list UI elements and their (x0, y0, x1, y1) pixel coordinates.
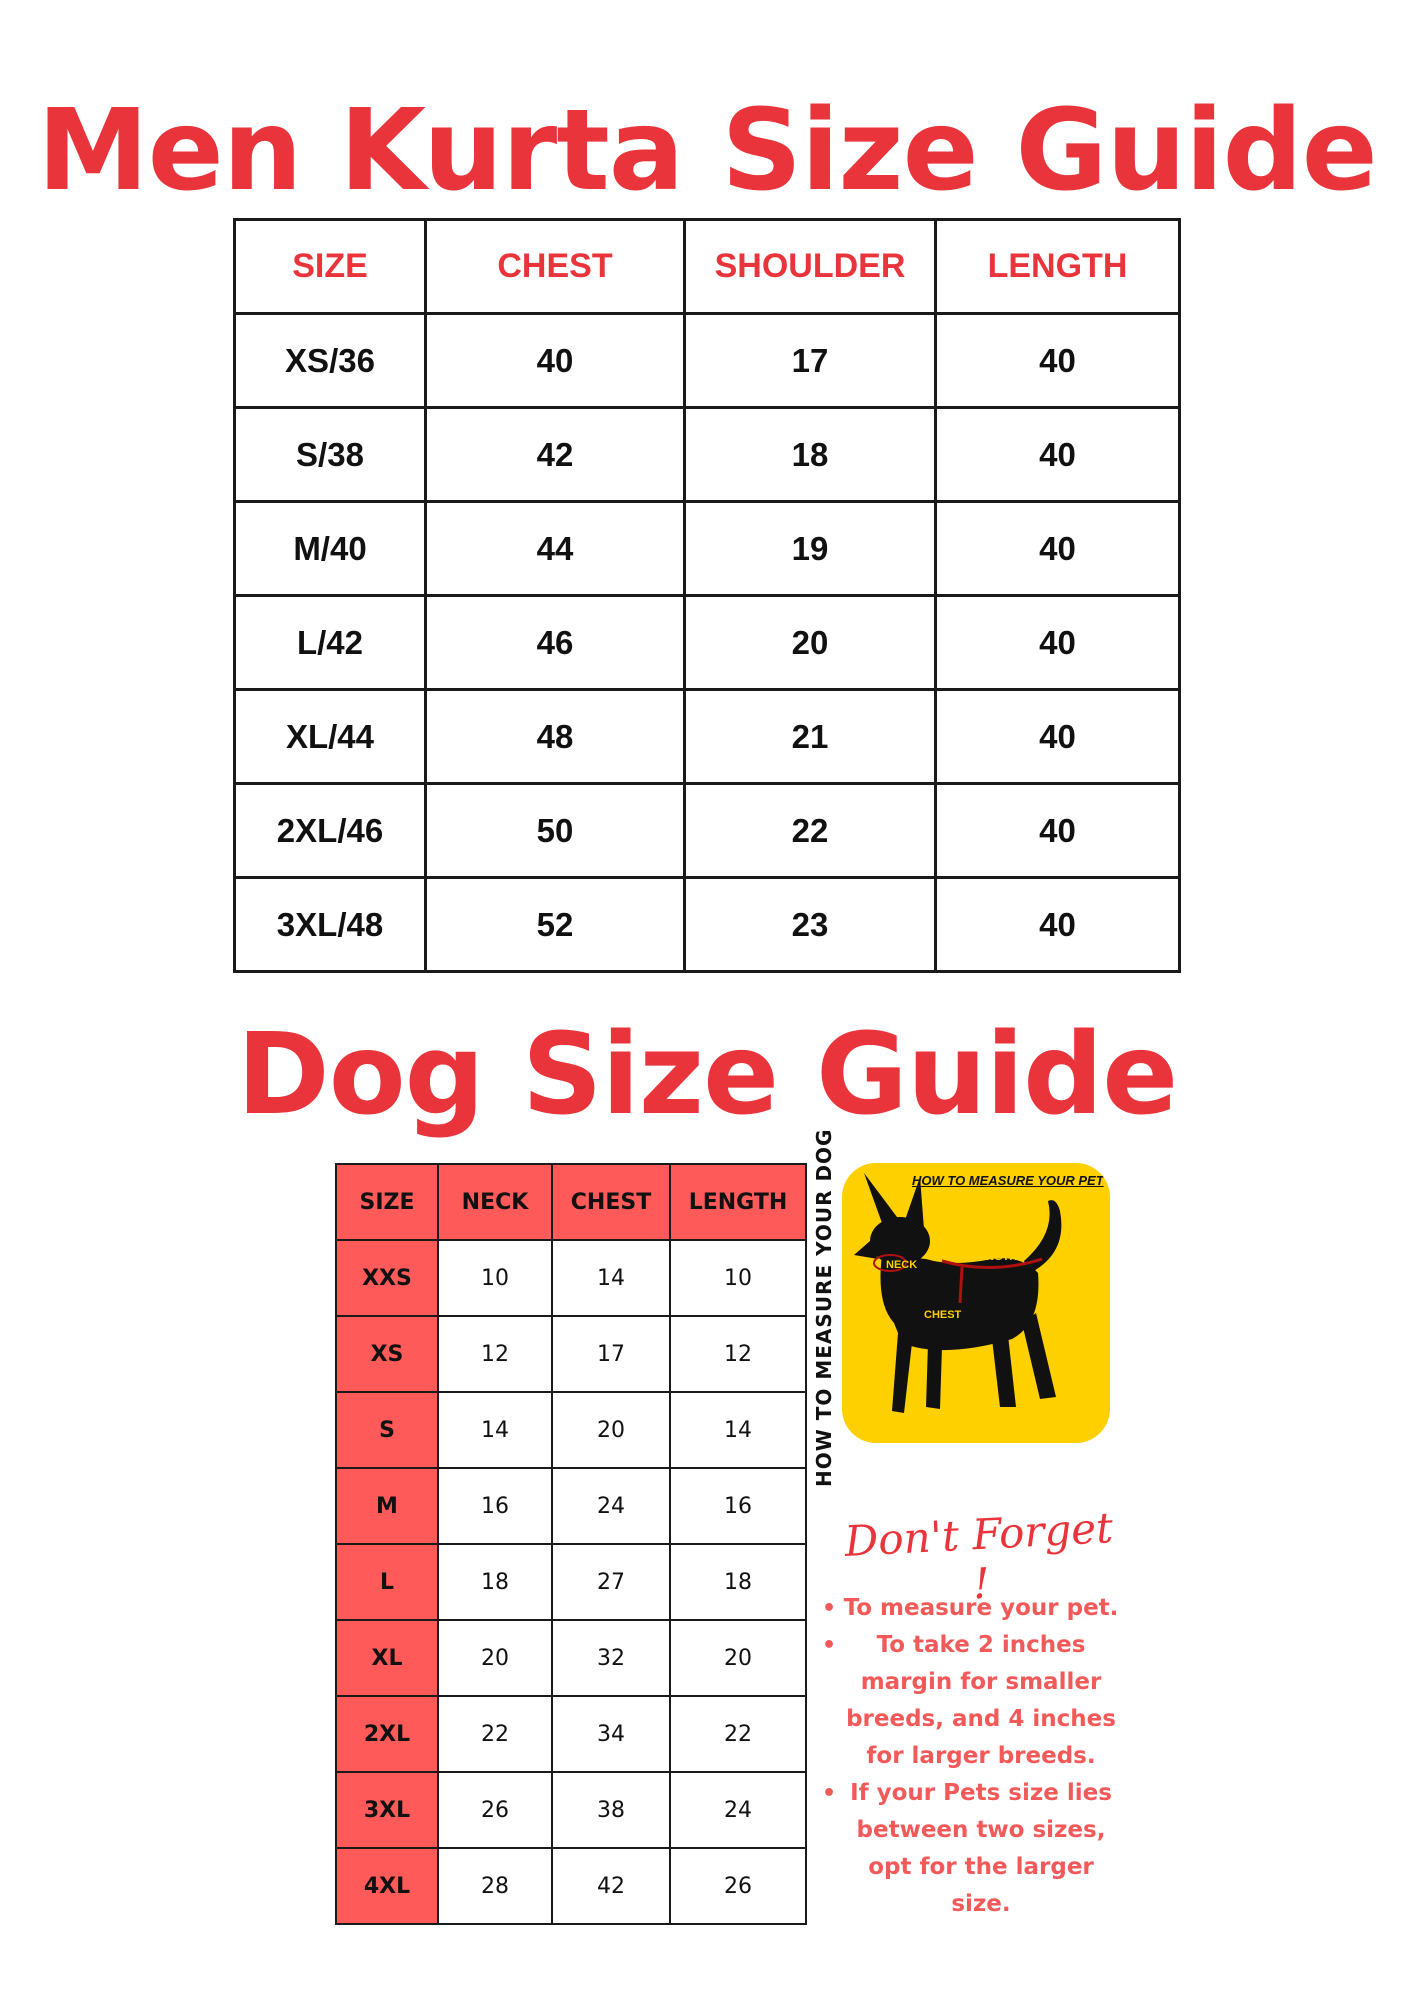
dog-table-header-row (336, 1164, 806, 1240)
men-cell-size: 2XL/46 (235, 784, 426, 878)
dog-table-row (336, 1468, 806, 1544)
dog-size-guide-title: Dog Size Guide (236, 1010, 1178, 1140)
dog-cell-size: S (336, 1392, 438, 1468)
men-cell-c2: 22 (685, 784, 936, 878)
how-to-measure-vertical-label: HOW TO MEASURE YOUR DOG (812, 1128, 836, 1487)
dog-cell-c2: 14 (552, 1240, 670, 1316)
dog-table-row (336, 1772, 806, 1848)
dog-cell-c2: 38 (552, 1772, 670, 1848)
dog-silhouette-icon (842, 1163, 1110, 1443)
dog-cell-size: XL (336, 1620, 438, 1696)
dog-cell-size: 2XL (336, 1696, 438, 1772)
tips-list (820, 1590, 1120, 1923)
length-label: LENGTH (972, 1251, 1018, 1263)
dog-cell-c1: 20 (438, 1620, 552, 1696)
dog-table-row (336, 1316, 806, 1392)
men-cell-c2: 19 (685, 502, 936, 596)
men-cell-c1: 50 (426, 784, 685, 878)
dog-cell-c1: 14 (438, 1392, 552, 1468)
men-cell-size: XS/36 (235, 314, 426, 408)
dog-table-row (336, 1392, 806, 1468)
dog-table-row (336, 1848, 806, 1924)
dog-cell-c1: 18 (438, 1544, 552, 1620)
men-cell-c2: 23 (685, 878, 936, 972)
measure-card-title: HOW TO MEASURE YOUR PET (912, 1173, 1104, 1188)
men-cell-size: S/38 (235, 408, 426, 502)
dog-cell-size: XS (336, 1316, 438, 1392)
dog-header-neck: NECK (438, 1164, 552, 1240)
how-to-measure-card (842, 1163, 1110, 1443)
men-table-row (235, 408, 1180, 502)
bullet-icon: • (822, 1781, 837, 1806)
dog-cell-c1: 16 (438, 1468, 552, 1544)
dog-header-length: LENGTH (670, 1164, 806, 1240)
dog-cell-c3: 24 (670, 1772, 806, 1848)
dog-cell-c1: 10 (438, 1240, 552, 1316)
men-table-row (235, 878, 1180, 972)
dog-cell-c1: 12 (438, 1316, 552, 1392)
dog-cell-c3: 14 (670, 1392, 806, 1468)
men-cell-c1: 40 (426, 314, 685, 408)
dog-cell-c2: 20 (552, 1392, 670, 1468)
men-cell-c1: 46 (426, 596, 685, 690)
bullet-icon: • (822, 1633, 837, 1658)
dog-cell-c1: 26 (438, 1772, 552, 1848)
dog-table-row (336, 1240, 806, 1316)
men-cell-size: XL/44 (235, 690, 426, 784)
tip-text: To measure your pet. (843, 1595, 1119, 1621)
men-table-row (235, 690, 1180, 784)
dog-header-size: SIZE (336, 1164, 438, 1240)
dog-cell-c3: 10 (670, 1240, 806, 1316)
dog-cell-c2: 42 (552, 1848, 670, 1924)
tip-item (820, 1775, 1120, 1923)
dog-cell-c2: 32 (552, 1620, 670, 1696)
neck-label: NECK (886, 1259, 918, 1271)
dog-cell-c1: 28 (438, 1848, 552, 1924)
tip-text: To take 2 inches margin for smaller breeds, and 4 inches for larger breeds. (846, 1632, 1116, 1769)
men-cell-c3: 40 (936, 596, 1180, 690)
bullet-icon: • (822, 1596, 837, 1621)
men-cell-size: L/42 (235, 596, 426, 690)
dog-header-chest: CHEST (552, 1164, 670, 1240)
chest-label: CHEST (924, 1309, 962, 1321)
dog-cell-c1: 22 (438, 1696, 552, 1772)
men-header-length: LENGTH (936, 220, 1180, 314)
dog-cell-c3: 20 (670, 1620, 806, 1696)
dog-cell-size: M (336, 1468, 438, 1544)
dog-cell-c3: 18 (670, 1544, 806, 1620)
men-table-row (235, 314, 1180, 408)
dog-cell-size: XXS (336, 1240, 438, 1316)
dog-cell-c3: 26 (670, 1848, 806, 1924)
men-cell-c3: 40 (936, 784, 1180, 878)
men-table-row (235, 502, 1180, 596)
tip-text: If your Pets size lies between two sizes, opt for the larger size. (850, 1780, 1112, 1917)
dog-table-row (336, 1544, 806, 1620)
dont-forget-heading: Don't Forget ! (843, 1503, 1115, 1609)
men-cell-c3: 40 (936, 690, 1180, 784)
men-cell-c2: 21 (685, 690, 936, 784)
men-table-row (235, 784, 1180, 878)
men-cell-size: 3XL/48 (235, 878, 426, 972)
dog-table-row (336, 1696, 806, 1772)
tip-item (820, 1627, 1120, 1775)
tip-item (820, 1590, 1120, 1627)
men-cell-c3: 40 (936, 408, 1180, 502)
dog-cell-size: L (336, 1544, 438, 1620)
men-cell-c2: 18 (685, 408, 936, 502)
dog-cell-size: 4XL (336, 1848, 438, 1924)
men-header-chest: CHEST (426, 220, 685, 314)
dog-size-table (335, 1163, 807, 1925)
men-cell-c3: 40 (936, 502, 1180, 596)
dog-cell-c3: 12 (670, 1316, 806, 1392)
men-cell-c1: 44 (426, 502, 685, 596)
dog-cell-c2: 27 (552, 1544, 670, 1620)
men-table-row (235, 596, 1180, 690)
men-size-guide-title: Men Kurta Size Guide (37, 86, 1377, 216)
dog-cell-c2: 24 (552, 1468, 670, 1544)
dog-cell-c3: 16 (670, 1468, 806, 1544)
men-cell-c2: 17 (685, 314, 936, 408)
men-cell-c2: 20 (685, 596, 936, 690)
men-table-header-row (235, 220, 1180, 314)
men-cell-c3: 40 (936, 314, 1180, 408)
dog-table-row (336, 1620, 806, 1696)
men-cell-size: M/40 (235, 502, 426, 596)
dog-cell-c2: 34 (552, 1696, 670, 1772)
men-cell-c1: 48 (426, 690, 685, 784)
men-header-size: SIZE (235, 220, 426, 314)
men-cell-c3: 40 (936, 878, 1180, 972)
men-size-table (233, 218, 1181, 973)
dog-cell-c3: 22 (670, 1696, 806, 1772)
dog-cell-c2: 17 (552, 1316, 670, 1392)
men-cell-c1: 42 (426, 408, 685, 502)
men-cell-c1: 52 (426, 878, 685, 972)
men-header-shoulder: SHOULDER (685, 220, 936, 314)
dog-cell-size: 3XL (336, 1772, 438, 1848)
